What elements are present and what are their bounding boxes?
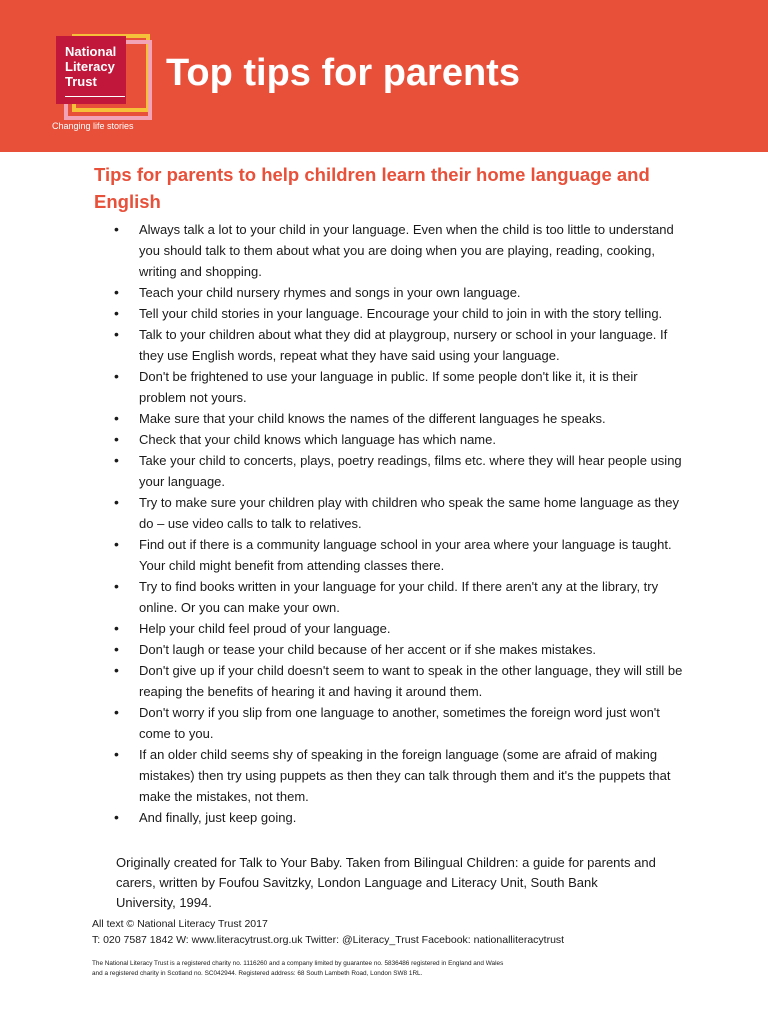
legal-line-1: The National Literacy Trust is a registered charity no. 1116260 and a company limited by guarantee no. 5836486 registered in England and Wales — [92, 960, 504, 967]
legal-line-2: and a registered charity in Scotland no. SC042944. Registered address: 68 South Lambeth Road, London SW8 1RL. — [92, 970, 423, 977]
logo-text: National Literacy Trust — [65, 44, 117, 89]
national-literacy-trust-logo — [52, 30, 152, 150]
contact-text: T: 020 7587 1842 W: www.literacytrust.org.uk Twitter: @Literacy_Trust Facebook: nationalliteracytrust — [92, 934, 565, 946]
header-banner — [0, 0, 768, 152]
tip-item: • Tell your child stories in your language. Encourage your child to join in with the story telling. — [94, 303, 684, 324]
footer-contact — [92, 916, 564, 948]
source-note: Originally created for Talk to Your Baby. Taken from Bilingual Children: a guide for parents and carers, written by Foufou Savitzky, London Language and Literacy Unit, South Bank University, 1994. — [116, 855, 656, 910]
tip-item: • Try to find books written in your language for your child. If there aren't any at the library, try online. Or you can make your own. — [94, 576, 684, 618]
tip-item: • Don't laugh or tease your child because of her accent or if she makes mistakes. — [94, 639, 684, 660]
tip-item: • Always talk a lot to your child in your language. Even when the child is too little to understand you should talk to them about what you are doing when you are playing, reading, cooking, writing and shopping. — [94, 219, 684, 282]
footer-legal — [92, 959, 503, 979]
tip-item: • Find out if there is a community language school in your area where your language is taught. Your child might benefit from attending classes there. — [94, 534, 684, 576]
tip-item: • Help your child feel proud of your language. — [94, 618, 684, 639]
tip-item: • Don't be frightened to use your language in public. If some people don't like it, it is their problem not yours. — [94, 366, 684, 408]
tip-item: • Try to make sure your children play with children who speak the same home language as they do – use video calls to talk to relatives. — [94, 492, 684, 534]
tip-item: • Take your child to concerts, plays, poetry readings, films etc. where they will hear people using your language. — [94, 450, 684, 492]
tip-item: • Talk to your children about what they did at playgroup, nursery or school in your language. If they use English words, repeat what they have said using your language. — [94, 324, 684, 366]
copyright-text: All text © National Literacy Trust 2017 — [92, 918, 268, 930]
logo-box — [56, 36, 126, 104]
tip-item: • Teach your child nursery rhymes and songs in your own language. — [94, 282, 684, 303]
tips-list — [94, 219, 684, 828]
tip-item: • And finally, just keep going. — [94, 807, 684, 828]
tip-item: • Don't worry if you slip from one language to another, sometimes the foreign word just won't come to you. — [94, 702, 684, 744]
tip-item: • Check that your child knows which language has which name. — [94, 429, 684, 450]
tip-item: • If an older child seems shy of speaking in the foreign language (some are afraid of making mistakes) then try using puppets as then they can talk through them and it's the puppets that make the mistakes, not them. — [94, 744, 684, 807]
section-heading: Tips for parents to help children learn their home language and English — [94, 164, 650, 212]
tip-item: • Don't give up if your child doesn't seem to want to speak in the other language, they will still be reaping the benefits of hearing it and having it around them. — [94, 660, 684, 702]
tip-item: • Make sure that your child knows the names of the different languages he speaks. — [94, 408, 684, 429]
logo-tagline: Changing life stories — [52, 121, 134, 131]
logo-underline — [65, 96, 125, 97]
page-title: Top tips for parents — [166, 52, 520, 94]
